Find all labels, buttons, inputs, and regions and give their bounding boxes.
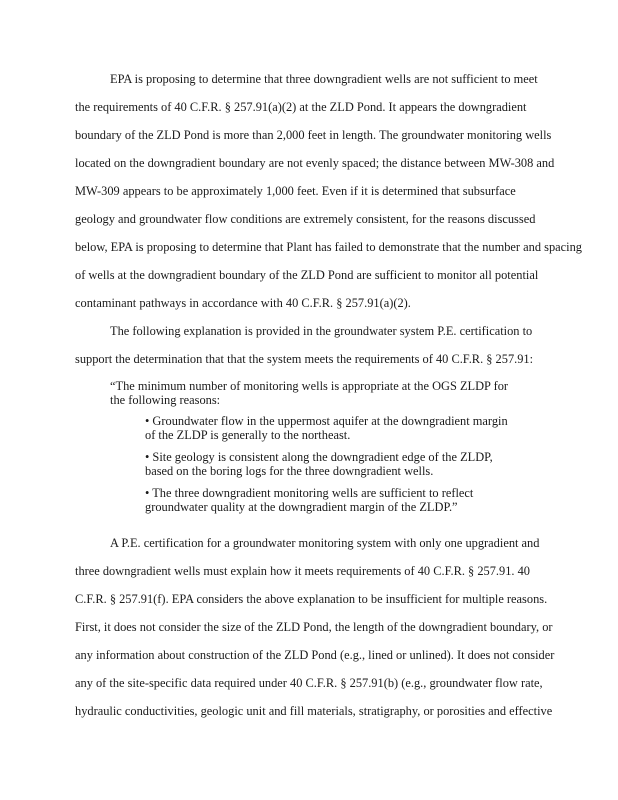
quote-bullet-1-line-2: of the ZLDP is generally to the northeast. xyxy=(145,428,351,442)
paragraph-3-line-2: three downgradient wells must explain how it meets requirements of 40 C.F.R. § 257.91. 40 xyxy=(75,564,530,578)
paragraph-1-line-4: located on the downgradient boundary are not evenly spaced; the distance between MW-308 and xyxy=(75,156,555,170)
paragraph-3-line-4: First, it does not consider the size of the ZLD Pond, the length of the downgradient boundary, or xyxy=(75,620,553,634)
paragraph-1-line-9: contaminant pathways in accordance with 40 C.F.R. § 257.91(a)(2). xyxy=(75,296,411,310)
paragraph-1-line-8: of wells at the downgradient boundary of the ZLD Pond are sufficient to monitor all potential xyxy=(75,268,539,282)
paragraph-1-line-6: geology and groundwater flow conditions are extremely consistent, for the reasons discussed xyxy=(75,212,536,226)
paragraph-1-line-5: MW-309 appears to be approximately 1,000 feet. Even if it is determined that subsurface xyxy=(75,184,516,198)
quote-bullet-3-line-1: • The three downgradient monitoring wells are sufficient to reflect xyxy=(145,486,474,500)
paragraph-3-line-3: C.F.R. § 257.91(f). EPA considers the above explanation to be insufficient for multiple reasons. xyxy=(75,592,548,606)
paragraph-1-line-2: the requirements of 40 C.F.R. § 257.91(a)(2) at the ZLD Pond. It appears the downgradient xyxy=(75,100,527,114)
paragraph-3-line-7: hydraulic conductivities, geologic unit and fill materials, stratigraphy, or porosities and effective xyxy=(75,704,553,718)
paragraph-2-line-1: The following explanation is provided in the groundwater system P.E. certification to xyxy=(110,324,533,338)
paragraph-3-line-5: any information about construction of the ZLD Pond (e.g., lined or unlined). It does not consider xyxy=(75,648,555,662)
paragraph-1-line-3: boundary of the ZLD Pond is more than 2,000 feet in length. The groundwater monitoring wells xyxy=(75,128,552,142)
quote-bullet-1-line-1: • Groundwater flow in the uppermost aquifer at the downgradient margin xyxy=(145,414,508,428)
paragraph-1-line-7: below, EPA is proposing to determine that Plant has failed to demonstrate that the number and spacing xyxy=(75,240,582,254)
paragraph-2-line-2: support the determination that that the system meets the requirements of 40 C.F.R. § 257.91: xyxy=(75,352,534,366)
quote-line-1: “The minimum number of monitoring wells is appropriate at the OGS ZLDP for xyxy=(110,379,509,393)
paragraph-1-line-1: EPA is proposing to determine that three downgradient wells are not sufficient to meet xyxy=(110,72,538,86)
quote-bullet-2-line-2: based on the boring logs for the three downgradient wells. xyxy=(145,464,434,478)
quote-bullet-2-line-1: • Site geology is consistent along the downgradient edge of the ZLDP, xyxy=(145,450,493,464)
quote-bullet-3-line-2: groundwater quality at the downgradient margin of the ZLDP.” xyxy=(145,500,458,514)
paragraph-3-line-1: A P.E. certification for a groundwater monitoring system with only one upgradient and xyxy=(110,536,540,550)
quote-line-2: the following reasons: xyxy=(110,393,221,407)
paragraph-3-line-6: any of the site-specific data required under 40 C.F.R. § 257.91(b) (e.g., groundwater flow rate, xyxy=(75,676,543,690)
